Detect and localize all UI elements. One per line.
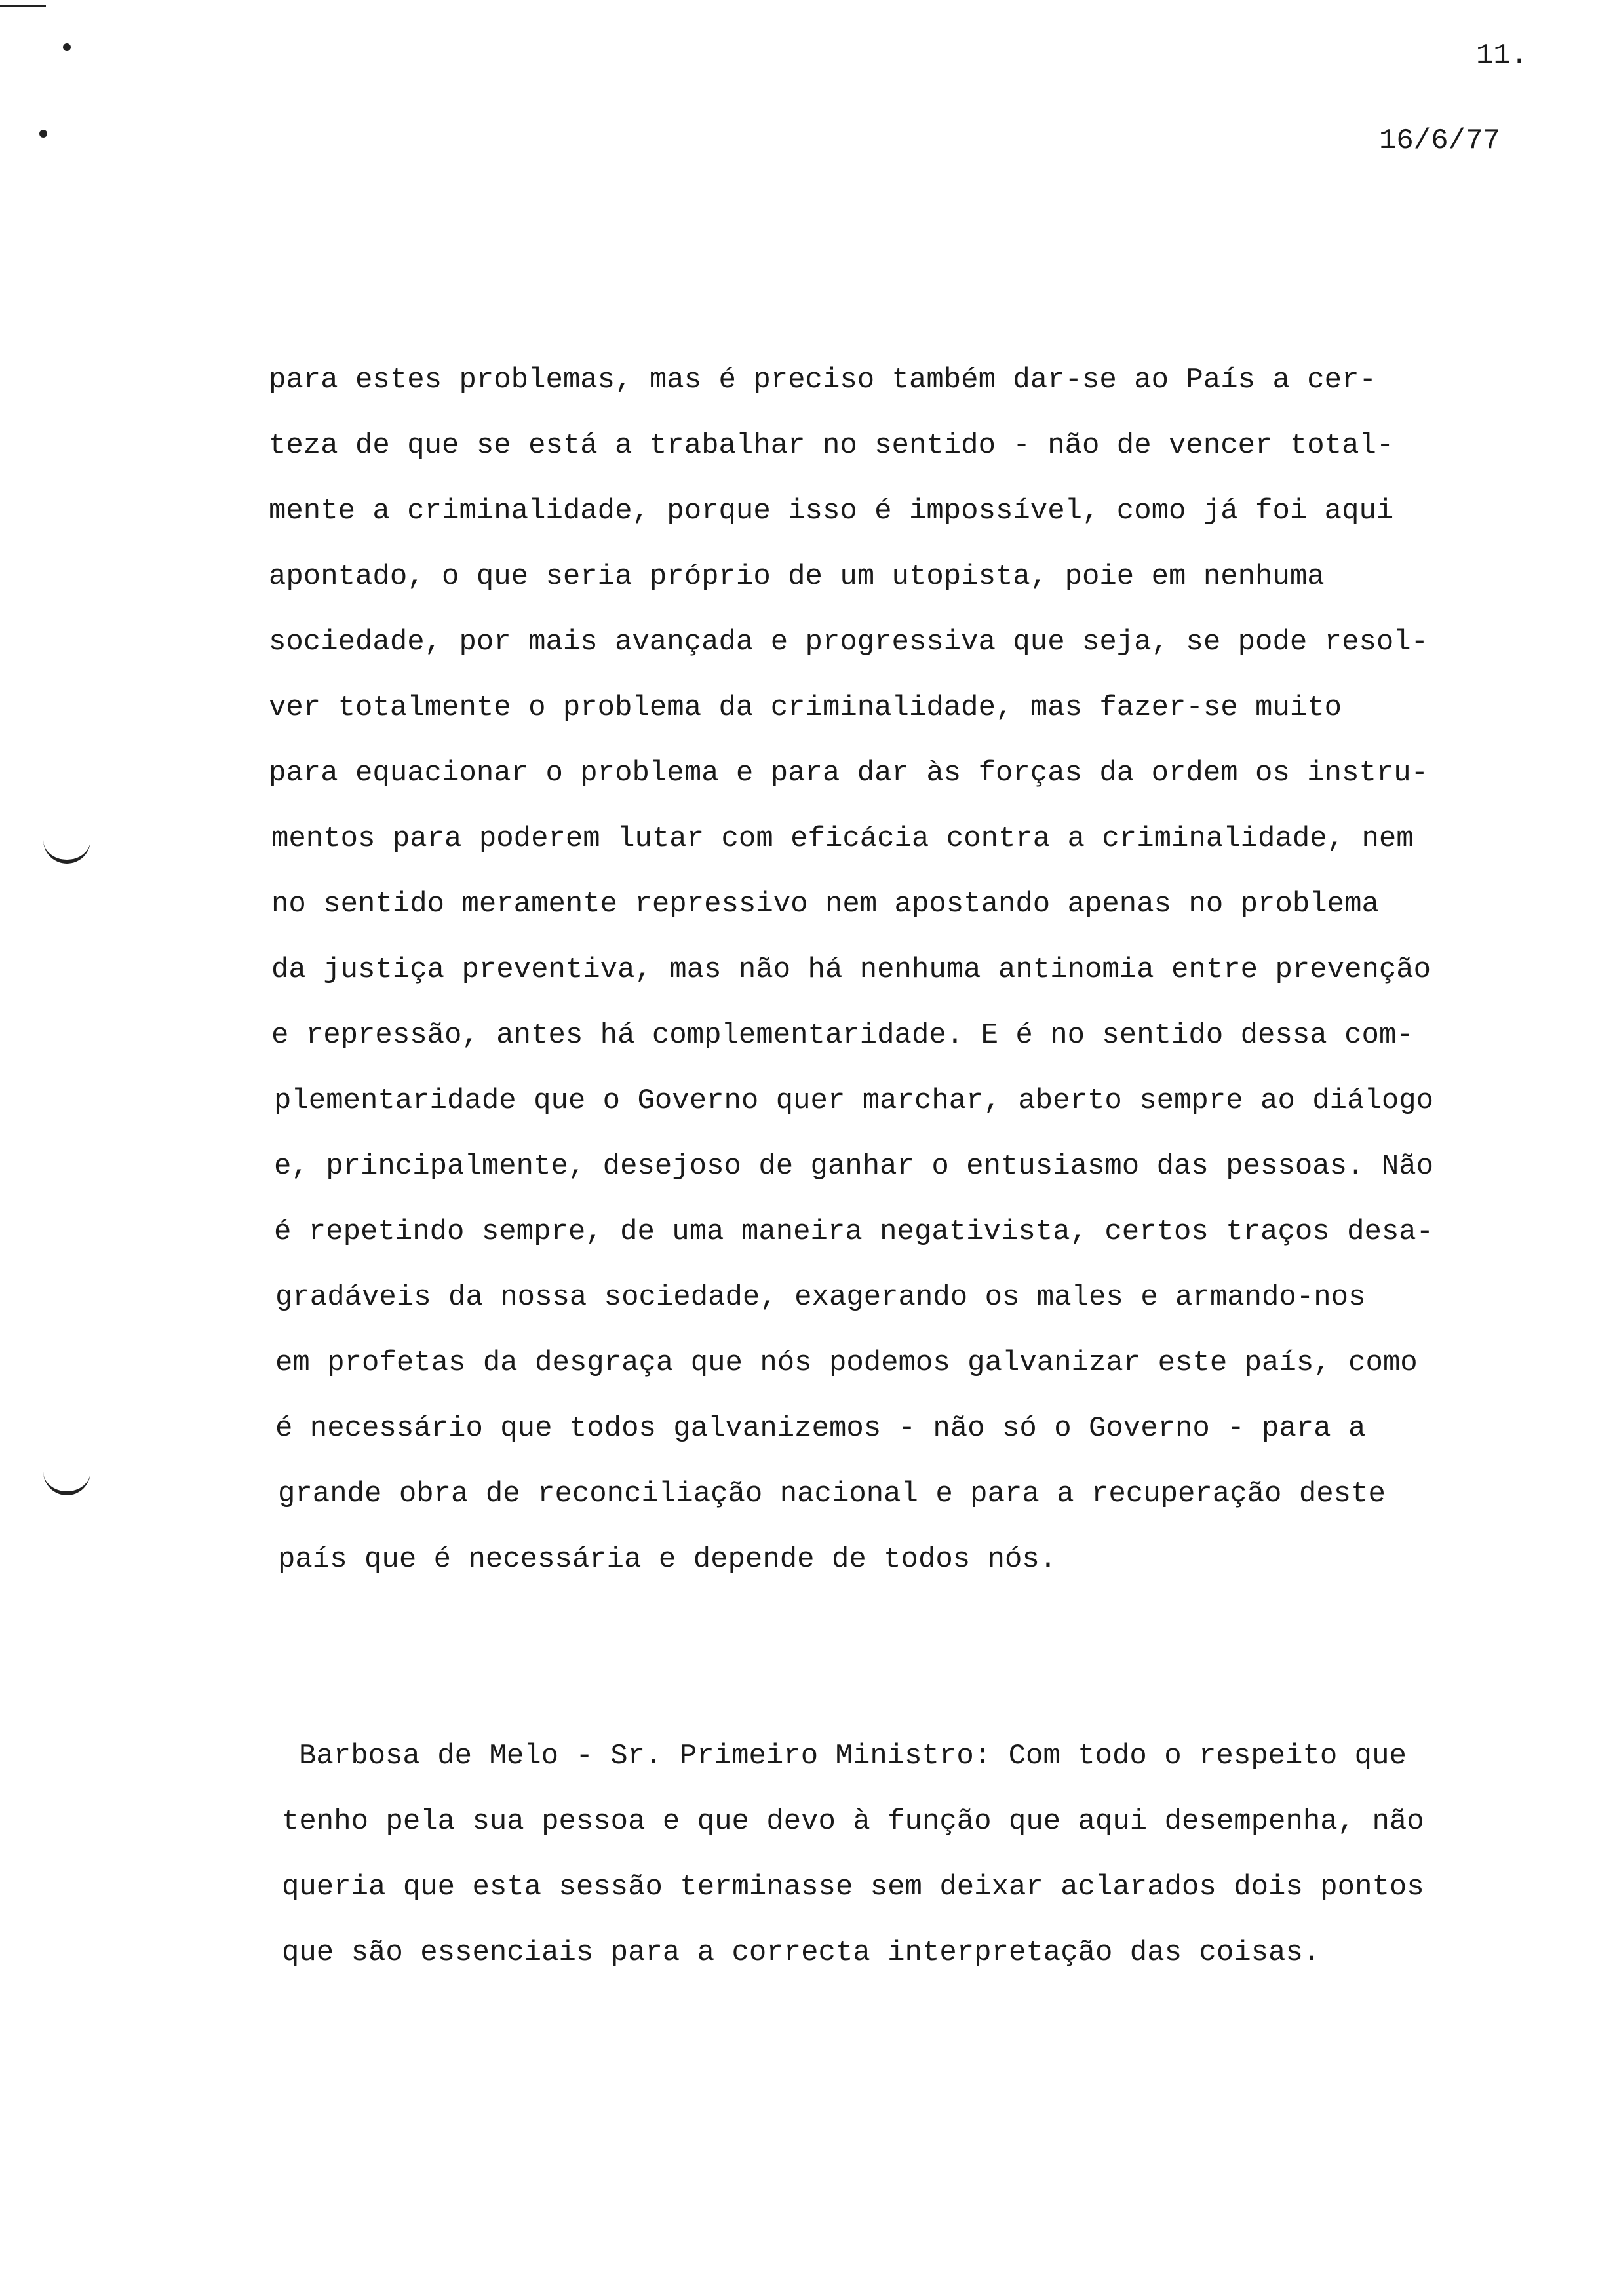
top-edge-rule xyxy=(0,5,46,7)
text-line: gradáveis da nossa sociedade, exagerando os males e armando-nos xyxy=(275,1281,1366,1314)
text-line: país que é necessária e depende de todos nós. xyxy=(278,1543,1057,1576)
binder-punch-mark xyxy=(43,820,90,864)
text-line: é repetindo sempre, de uma maneira negativista, certos traços desa- xyxy=(274,1215,1434,1248)
margin-dot-mark xyxy=(63,43,71,51)
text-line: para equacionar o problema e para dar às forças da ordem os instru- xyxy=(269,757,1429,790)
binder-punch-mark xyxy=(43,1452,90,1495)
text-line: plementaridade que o Governo quer marchar, aberto sempre ao diálogo xyxy=(274,1084,1434,1117)
margin-dot-mark xyxy=(39,130,47,138)
text-line: é necessário que todos galvanizemos - não só o Governo - para a xyxy=(275,1412,1366,1445)
text-line: queria que esta sessão terminasse sem deixar aclarados dois pontos xyxy=(282,1871,1424,1904)
text-line: tenho pela sua pessoa e que devo à função que aqui desempenha, não xyxy=(282,1805,1424,1838)
text-line: que são essenciais para a correcta interpretação das coisas. xyxy=(282,1936,1321,1969)
text-line: e, principalmente, desejoso de ganhar o entusiasmo das pessoas. Não xyxy=(274,1150,1434,1183)
text-line: Barbosa de Melo - Sr. Primeiro Ministro: Com todo o respeito que xyxy=(299,1740,1407,1772)
text-line: e repressão, antes há complementaridade. E é no sentido dessa com- xyxy=(271,1019,1414,1052)
text-line: grande obra de reconciliação nacional e para a recuperação deste xyxy=(278,1478,1386,1510)
text-line: ver totalmente o problema da criminalidade, mas fazer-se muito xyxy=(269,691,1342,724)
text-line: para estes problemas, mas é preciso também dar-se ao País a cer- xyxy=(269,364,1376,396)
text-line: sociedade, por mais avançada e progressiva que seja, se pode resol- xyxy=(269,626,1429,659)
text-line: apontado, o que seria próprio de um utopista, poie em nenhuma xyxy=(269,560,1325,593)
page-date: 16/6/77 xyxy=(1379,124,1500,157)
text-line: no sentido meramente repressivo nem apostando apenas no problema xyxy=(271,888,1379,921)
text-line: em profetas da desgraça que nós podemos galvanizar este país, como xyxy=(275,1347,1418,1379)
text-line: mentos para poderem lutar com eficácia contra a criminalidade, nem xyxy=(271,822,1414,855)
text-line: da justiça preventiva, mas não há nenhuma antinomia entre prevenção xyxy=(271,953,1431,986)
text-line: teza de que se está a trabalhar no sentido - não de vencer total- xyxy=(269,429,1394,462)
page-number: 11. xyxy=(1476,39,1528,72)
text-line: mente a criminalidade, porque isso é impossível, como já foi aqui xyxy=(269,495,1394,527)
